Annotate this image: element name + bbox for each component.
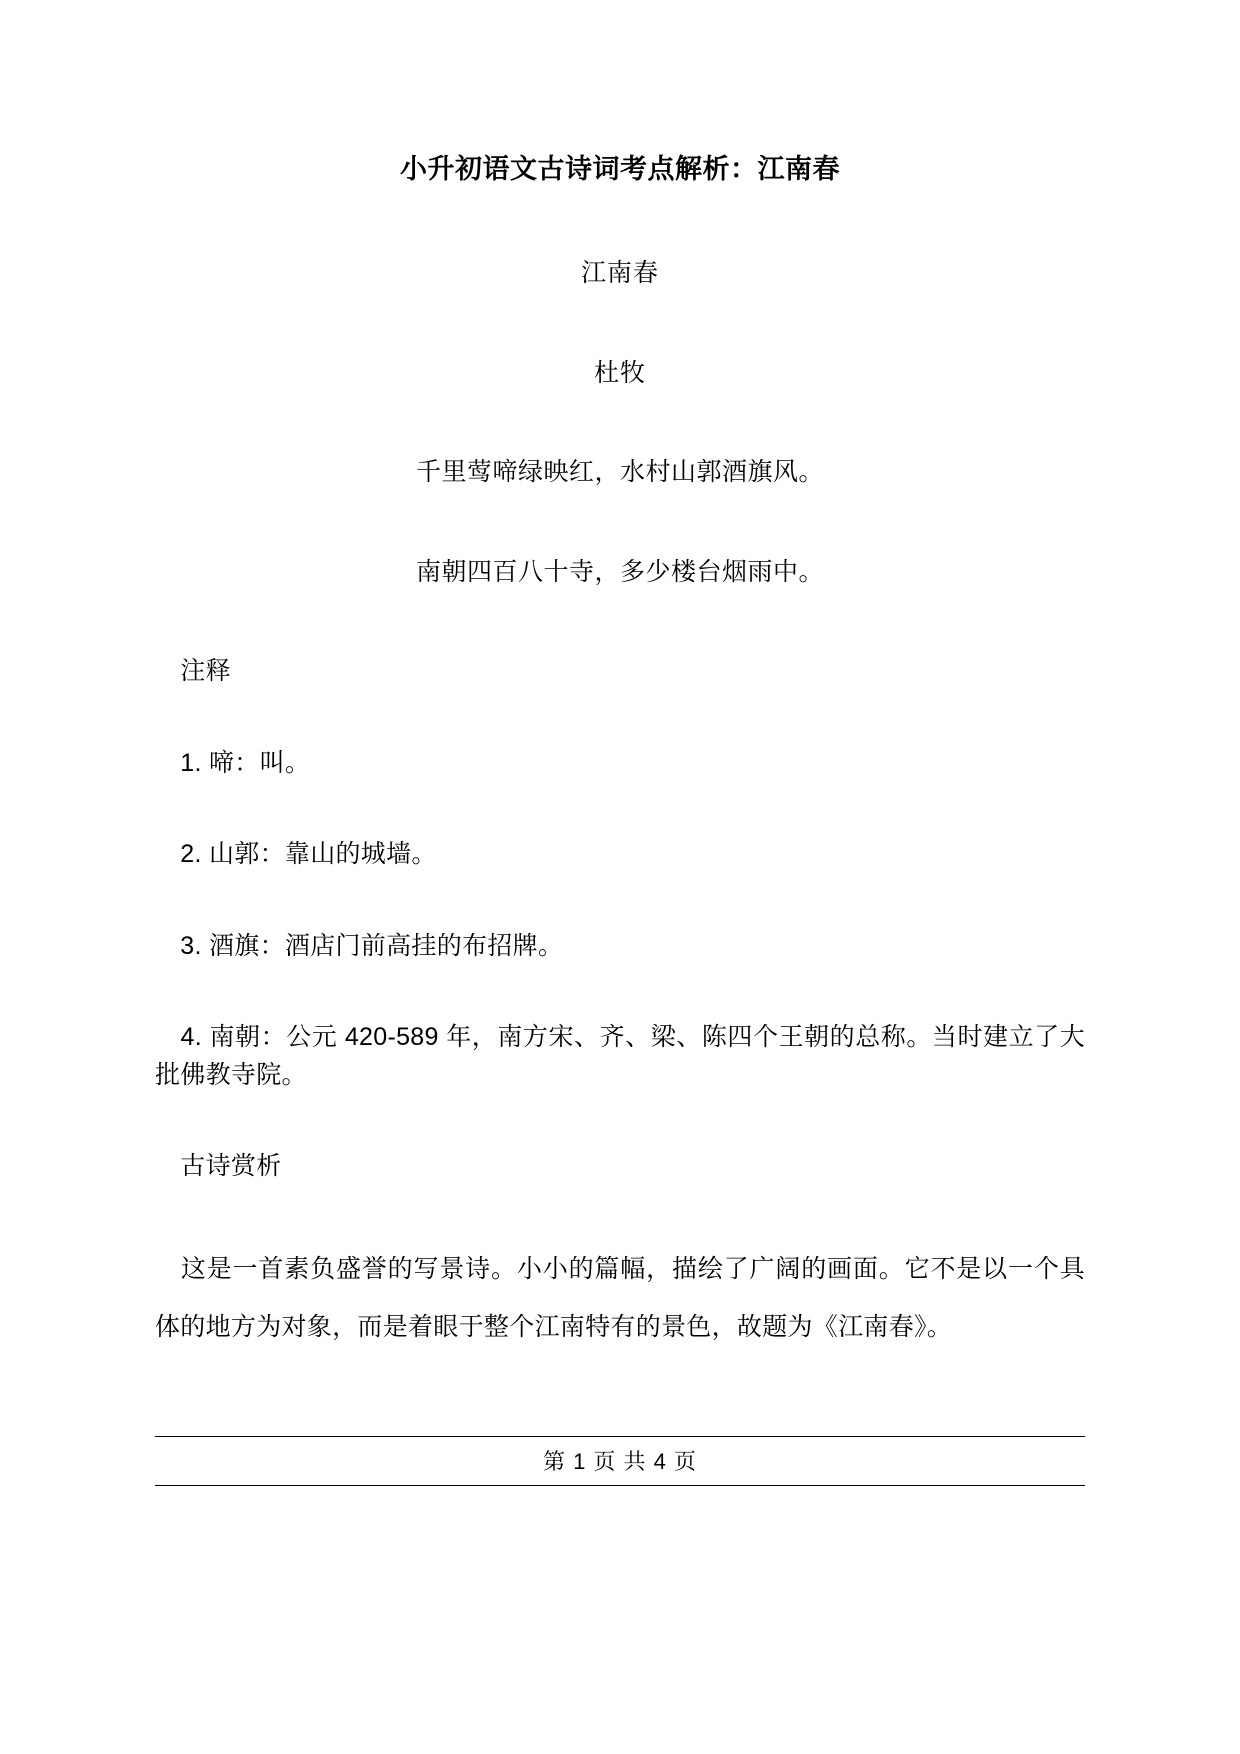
poem-title: 江南春 — [580, 259, 659, 288]
note-item: 4. 南朝：公元 420-589 年，南方宋、齐、梁、陈四个王朝的总称。当时建立了大批佛教寺院。 — [155, 1023, 1085, 1089]
note-item: 3. 酒旗：酒店门前高挂的布招牌。 — [155, 931, 564, 960]
note-item: 1. 啼：叫。 — [155, 748, 311, 777]
page-number-label: 第 1 页 共 4 页 — [542, 1448, 698, 1474]
appreciation-paragraph: 这是一首素负盛誉的写景诗。小小的篇幅，描绘了广阔的画面。它不是以一个具体的地方为对象，而是着眼于整个江南特有的景色，故题为《江南春》。 — [155, 1254, 1085, 1341]
poem-line-1: 千里莺啼绿映红，水村山郭酒旗风。 — [415, 458, 824, 487]
notes-section-heading: 注释 — [155, 657, 231, 686]
poem-author: 杜牧 — [593, 358, 646, 387]
footer-rule-bottom — [155, 1485, 1085, 1486]
note-item: 2. 山郭：靠山的城墙。 — [155, 840, 437, 869]
appreciation-section-heading: 古诗赏析 — [155, 1152, 282, 1181]
poem-line-2: 南朝四百八十寺，多少楼台烟雨中。 — [415, 557, 824, 586]
page-title: 小升初语文古诗词考点解析：江南春 — [400, 154, 840, 184]
page-footer — [155, 1436, 1085, 1486]
